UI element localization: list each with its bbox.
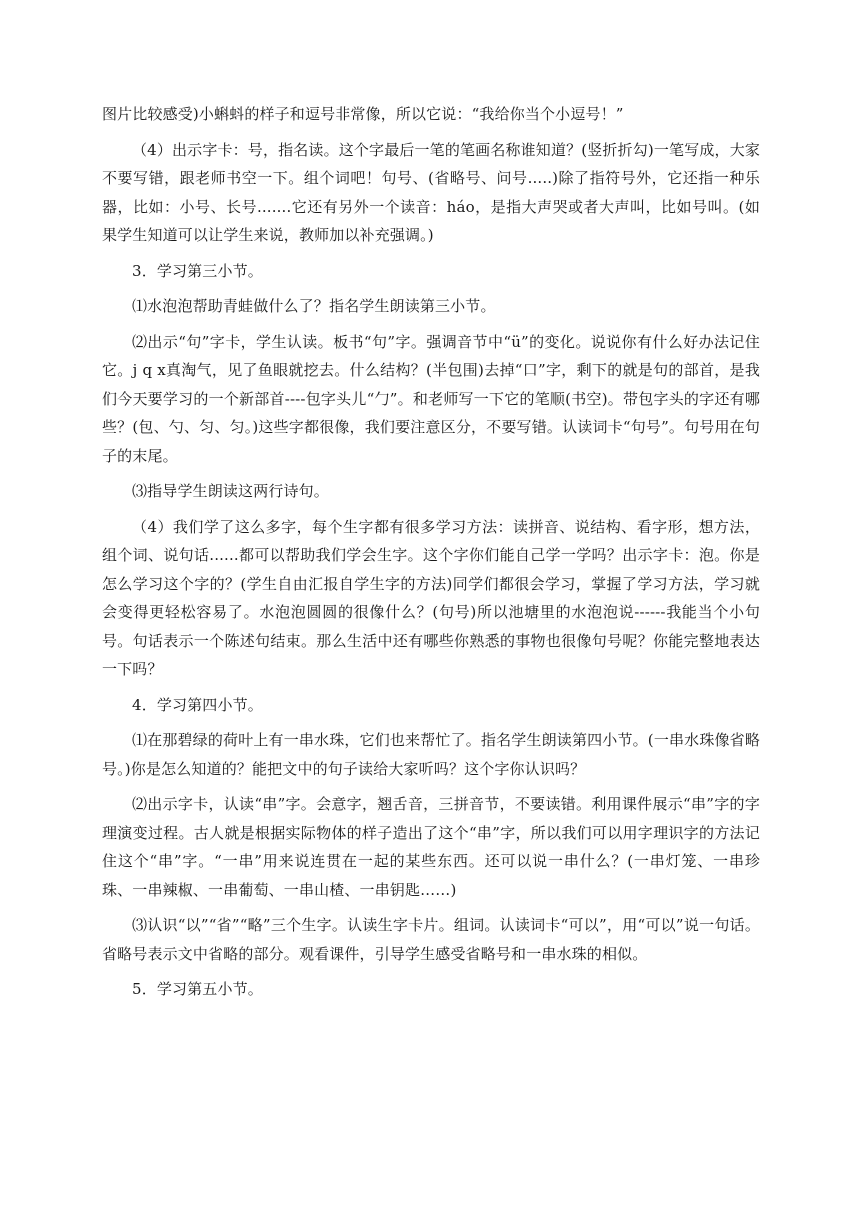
- section-heading: 4．学习第四小节。: [132, 695, 263, 714]
- paragraph: ⑵出示“句”字卡，学生认读。板书“句”字。强调音节中“ü”的变化。说说你有什么好办法记住它。j q x真淘气，见了鱼眼就挖去。什么结构？(半包围)去掉“口”字，剩下的就是句的部首，是我们今天要学习的一个新部首----包字头儿“勹”。和老师写一下它的笔顺(书空)。带包字头的字还有哪些？(包、勺、匀、匀。)这些字都很像，我们要注意区分，不要写错。认读词卡“句号”。句号用在句子的末尾。: [102, 332, 760, 465]
- paragraph: 图片比较感受)小蝌蚪的样子和逗号非常像，所以它说：“我给你当个小逗号！”: [102, 105, 624, 123]
- paragraph: ⑵出示字卡，认读“串”字。会意字，翘舌音，三拼音节，不要读错。利用课件展示“串”字的字理演变过程。古人就是根据实际物体的样子造出了这个“串”字，所以我们可以用字理识字的方法记住这个“串”字。“一串”用来说连贯在一起的某些东西。还可以说一串什么？(一串灯笼、一串珍珠、一串辣椒、一串葡萄、一串山楂、一串钥匙……): [102, 795, 760, 899]
- section-heading: 3．学习第三小节。: [132, 261, 263, 280]
- paragraph: （4）我们学了这么多字，每个生字都有很多学习方法：读拼音、说结构、看字形，想方法，组个词、说句话......都可以帮助我们学会生字。这个字你们能自己学一学吗？出示字卡：泡。你是怎么学习这个字的？(学生自由汇报自学生字的方法)同学们都很会学习，掌握了学习方法，学习就会变得更轻松容易了。水泡泡圆圆的很像什么？(句号)所以池塘里的水泡泡说------我能当个小句号。句话表示一个陈述句结束。那么生活中还有哪些你熟悉的事物也很像句号呢？你能完整地表达一下吗？: [102, 517, 760, 678]
- document-body: [0, 100, 860, 1004]
- section-heading: 5．学习第五小节。: [132, 980, 263, 998]
- paragraph: ⑴水泡泡帮助青蛙做什么了？指名学生朗读第三小节。: [132, 297, 496, 315]
- paragraph: ⑴在那碧绿的荷叶上有一串水珠，它们也来帮忙了。指名学生朗读第四小节。(一串水珠像省略号。)你是怎么知道的？能把文中的句子读给大家听吗？这个字你认识吗？: [102, 731, 760, 778]
- paragraph: ⑶指导学生朗读这两行诗句。: [132, 482, 329, 500]
- paragraph: ⑶认识“以”“省”“略”三个生字。认读生字卡片。组词。认读词卡“可以”，用“可以”说一句话。省略号表示文中省略的部分。观看课件，引导学生感受省略号和一串水珠的相似。: [102, 916, 760, 963]
- paragraph: （4）出示字卡：号，指名读。这个字最后一笔的笔画名称谁知道？(竖折折勾)一笔写成，大家不要写错，跟老师书空一下。组个词吧！句号、(省略号、问号.....)除了指符号外，它还指一种乐器，比如：小号、长号.......它还有另外一个读音：háo，是指大声哭或者大声叫，比如号叫。(如果学生知道可以让学生来说，教师加以补充强调。): [102, 140, 760, 244]
